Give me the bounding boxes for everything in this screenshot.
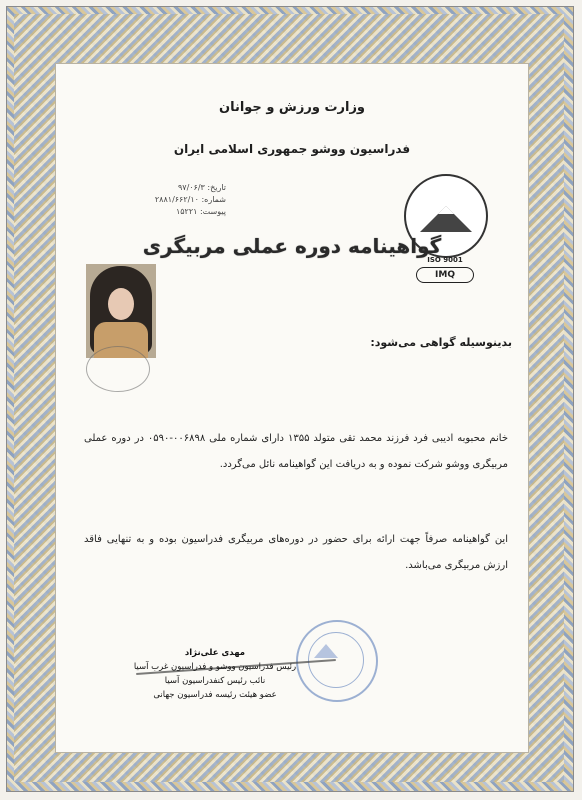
certificate-title: گواهینامه دوره عملی مربیگری [142,234,442,258]
certificate-paper [55,63,529,753]
photo-face [108,288,134,320]
signatory-name: مهدی علی‌نژاد [184,648,246,658]
imq-badge: IMQ [416,267,474,283]
federation-heading: فدراسیون ووشو جمهوری اسلامی ایران [173,142,411,156]
document-meta [116,182,226,218]
iso-label: ISO 9001 [427,256,463,264]
signatory-title-3: عضو هیئت رئیسه فدراسیون جهانی [153,690,277,700]
mountain-snowcap [438,206,454,214]
holder-photo [86,264,156,358]
certificate-body-paragraph-2: این گواهینامه صرفاً جهت ارائه برای حضور در دوره‌های مربیگری فدراسیون بوده و به تنهایی فاقد ارزش مربیگری می‌باشد. [84,534,508,571]
signatory-title-1: رئیس فدراسیون ووشو و فدراسیون غرب آسیا [133,662,297,672]
meta-attachment: پیوست: ۱۵۲۲۱ [175,207,226,216]
meta-number: شماره: ۲۸۸۱/۶۶۲/۱۰ [154,195,226,204]
photo-seal-icon [86,346,150,392]
certificate-body-paragraph-1: خانم محبوبه ادیبی فرد فرزند محمد تقی متولد ۱۳۵۵ دارای شماره ملی ۰۰۶۸۹۸-۰۵۹۰ در دوره عملی مربیگری ووشو شرکت نموده و به دریافت این گواهینامه نائل می‌گردد. [84,433,508,470]
signature-block [120,646,310,702]
signatory-title-2: نائب رئیس کنفدراسیون آسیا [164,676,266,686]
ministry-heading: وزارت ورزش و جوانان [218,100,366,115]
meta-date: تاریخ: ۹۷/۰۶/۳ [177,183,226,192]
stamp-mountain-icon [314,644,338,658]
attestation-line: بدینوسیله گواهی می‌شود: [370,336,512,349]
